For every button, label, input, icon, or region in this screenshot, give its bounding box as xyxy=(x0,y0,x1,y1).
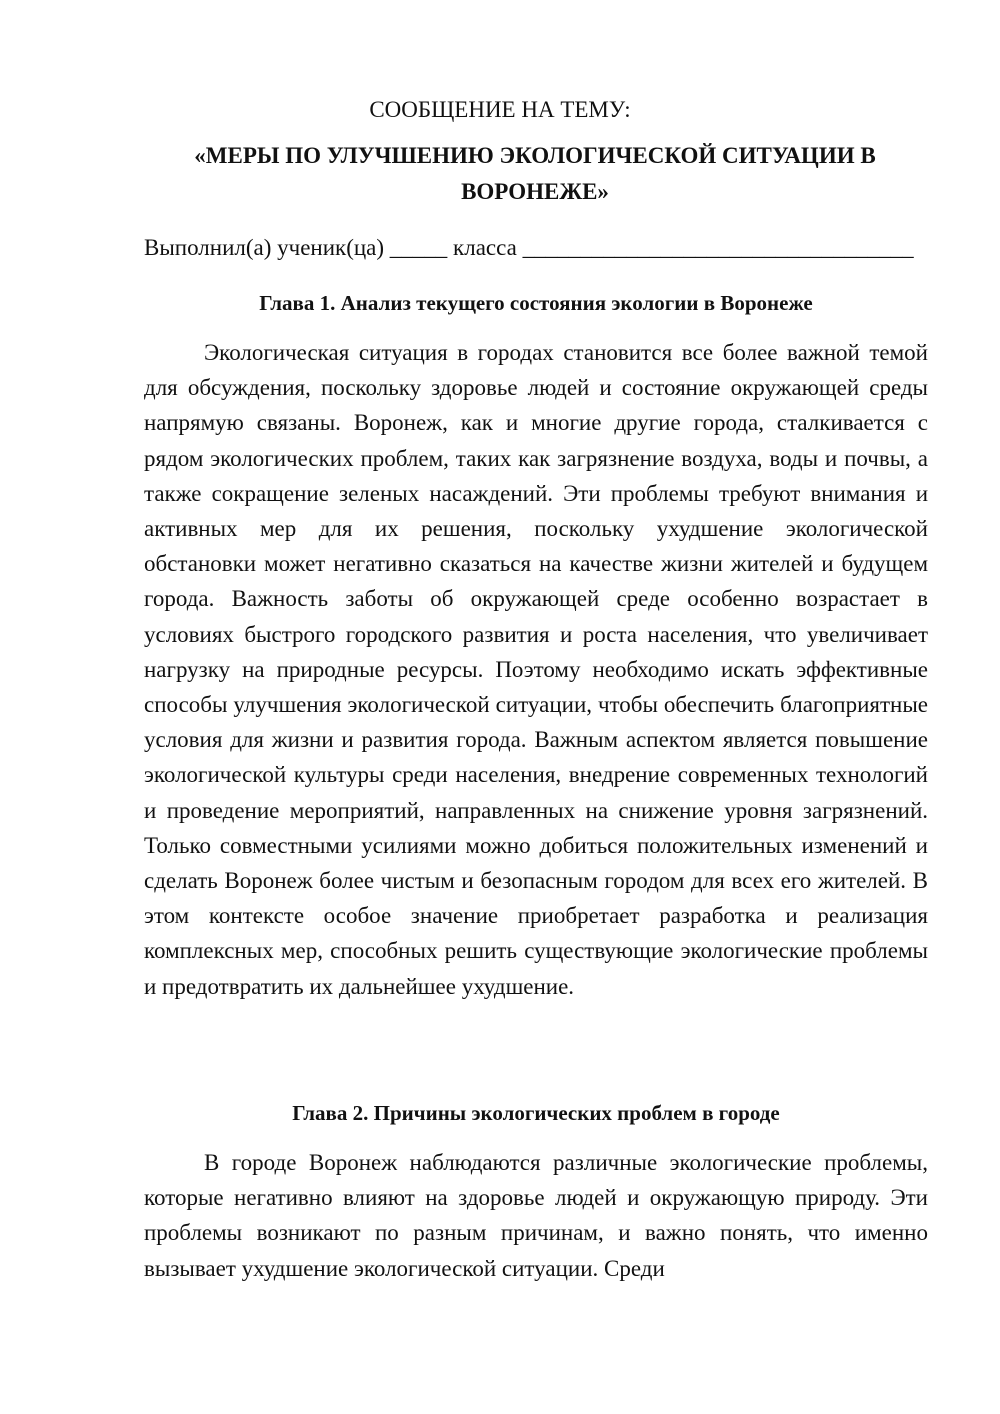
topic-label: СООБЩЕНИЕ НА ТЕМУ: xyxy=(369,97,631,122)
chapter-2-paragraph: В городе Воронеж наблюдаются различные экологические проблемы, которые негативно влияют на здоровье людей и окружающую природу. Эти проблемы возникают по разным причинам, и важно понять, что именно вызывает ухудшение экологической ситуации. Среди xyxy=(144,1150,928,1281)
chapter-1-paragraph: Экологическая ситуация в городах становится все более важной темой для обсуждения, поскольку здоровье людей и состояние окружающей среды напрямую связаны. Воронеж, как и многие другие города, сталкивается с рядом экологических проблем, таких как загрязнение воздуха, воды и почвы, а также сокращение зеленых насаждений. Эти проблемы требуют внимания и активных мер для их решения, поскольку ухудшение экологической обстановки может негативно сказаться на качестве жизни жителей и будущем города. Важность заботы об окружающей среде особенно возрастает в условиях быстрого городского развития и роста населения, что увеличивает нагрузку на природные ресурсы. Поэтому необходимо искать эффективные способы улучшения экологической ситуации, чтобы обеспечить благоприятные условия для жизни и развития города. Важным аспектом является повышение экологической культуры среди населения, внедрение современных технологий и проведение мероприятий, направленных на снижение уровня загрязнений. Только совместными усилиями можно добиться положительных изменений и сделать Воронеж более чистым и безопасным городом для всех его жителей. В этом контексте особое значение приобретает разработка и реализация комплексных мер, способных решить существующие экологические проблемы и предотвратить их дальнейшее ухудшение. xyxy=(144,340,928,999)
chapter-1-heading: Глава 1. Анализ текущего состояния экологии в Воронеже xyxy=(259,291,813,315)
author-line: Выполнил(а) ученик(ца) _____ класса __________________________________ xyxy=(144,235,914,260)
document-title: «МЕРЫ ПО УЛУЧШЕНИЮ ЭКОЛОГИЧЕСКОЙ СИТУАЦИИ В ВОРОНЕЖЕ» xyxy=(194,143,876,204)
chapter-2-heading: Глава 2. Причины экологических проблем в городе xyxy=(292,1101,780,1125)
